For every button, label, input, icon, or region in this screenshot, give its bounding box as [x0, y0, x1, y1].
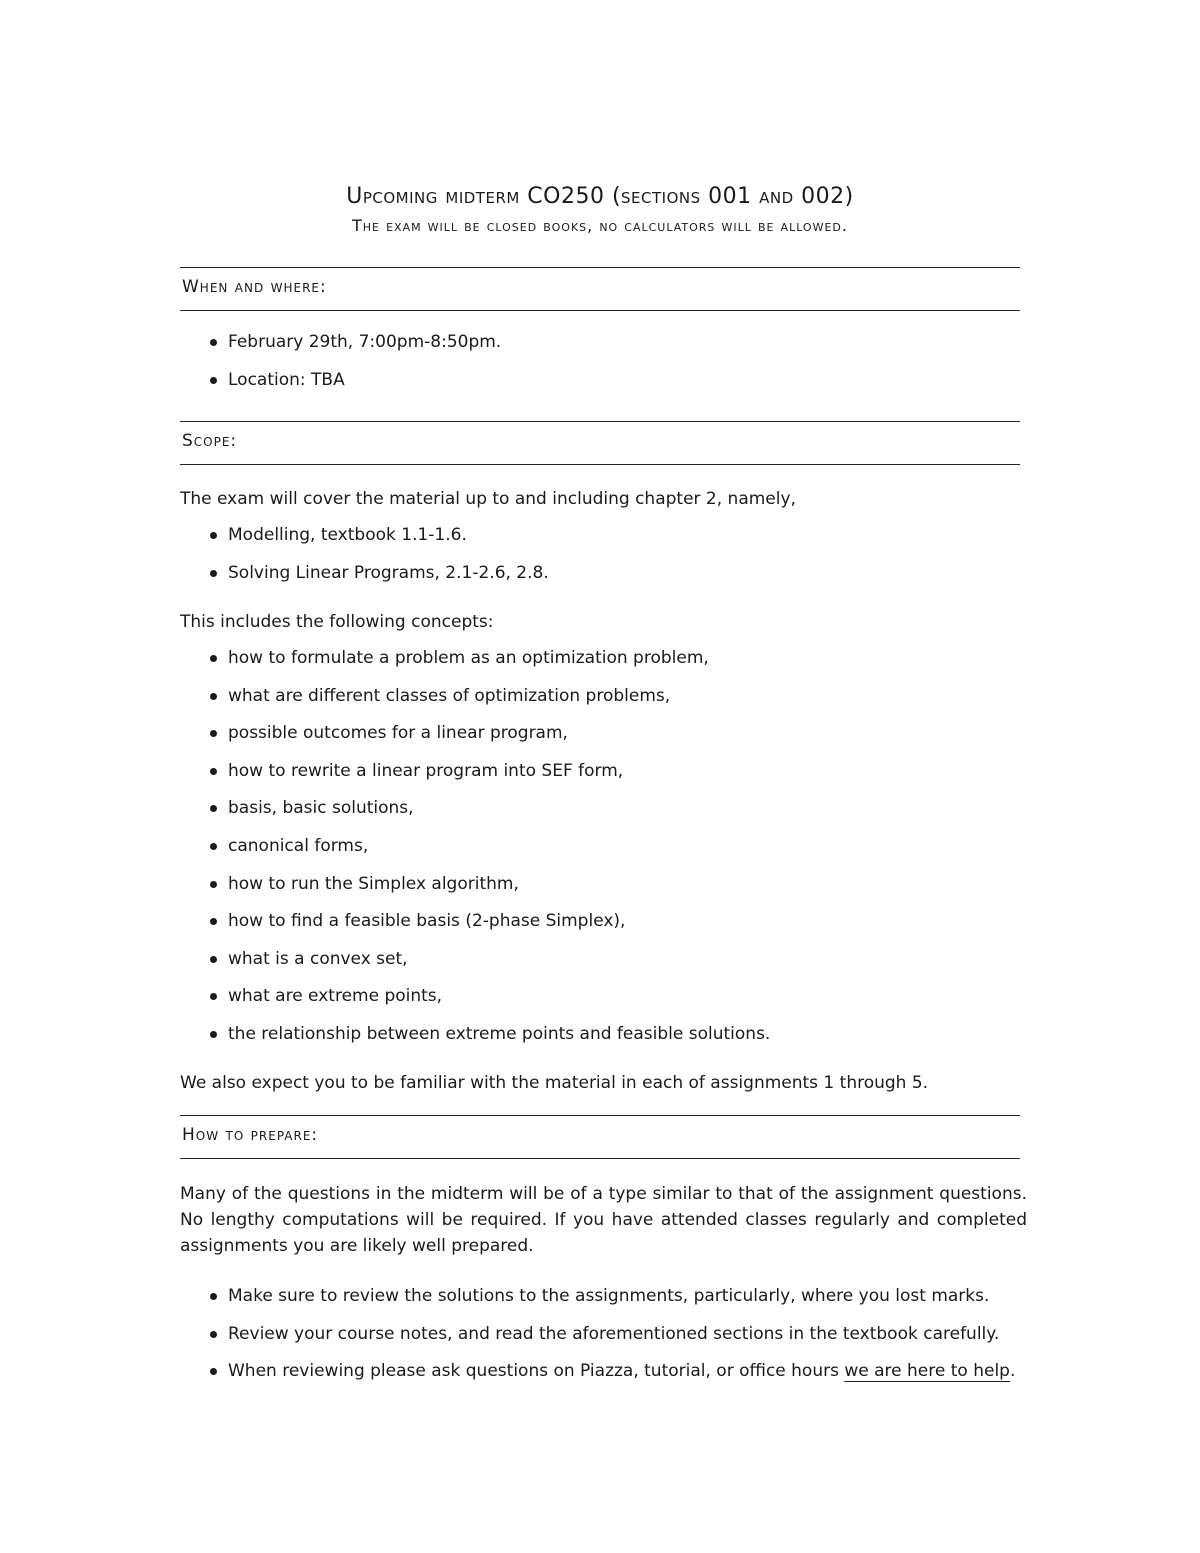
section-heading: How to prepare:	[182, 1125, 319, 1145]
section-header-how-to-prepare	[180, 1115, 1020, 1159]
prepare-list	[180, 1283, 1020, 1396]
list-item: how to formulate a problem as an optimization problem,	[180, 645, 1020, 683]
concepts-intro: This includes the following concepts:	[180, 612, 494, 632]
list-item: how to run the Simplex algorithm,	[180, 871, 1020, 909]
prepare-paragraph: Many of the questions in the midterm will be of a type similar to that of the assignment questions. No lengthy computations will be required. If you have attended classes regularly and completed assignments you are likely well prepared.	[180, 1184, 1027, 1256]
list-item: Location: TBA	[180, 367, 1020, 405]
section-header-scope	[180, 421, 1020, 465]
concepts-list	[180, 645, 1020, 1059]
help-link[interactable]: we are here to help	[844, 1361, 1010, 1382]
list-item: how to rewrite a linear program into SEF form,	[180, 758, 1020, 796]
list-item: Review your course notes, and read the aforementioned sections in the textbook carefully.	[180, 1321, 1020, 1359]
section-heading: Scope:	[182, 431, 238, 451]
section-heading: When and where:	[182, 277, 327, 297]
chapters-list	[180, 522, 1020, 597]
list-item	[180, 1358, 1020, 1396]
list-item: Modelling, textbook 1.1-1.6.	[180, 522, 1020, 560]
list-item: how to find a feasible basis (2-phase Simplex),	[180, 908, 1020, 946]
list-item: what are extreme points,	[180, 983, 1020, 1021]
list-item: Make sure to review the solutions to the assignments, particularly, where you lost marks.	[180, 1283, 1020, 1321]
list-item-text: When reviewing please ask questions on Piazza, tutorial, or office hours	[228, 1361, 845, 1382]
scope-closing: We also expect you to be familiar with the material in each of assignments 1 through 5.	[180, 1073, 929, 1093]
list-item: what is a convex set,	[180, 946, 1020, 984]
scope-intro: The exam will cover the material up to and including chapter 2, namely,	[180, 489, 796, 509]
page-subtitle: The exam will be closed books, no calculators will be allowed.	[352, 216, 848, 235]
list-item: possible outcomes for a linear program,	[180, 720, 1020, 758]
list-item: the relationship between extreme points and feasible solutions.	[180, 1021, 1020, 1059]
list-item: canonical forms,	[180, 833, 1020, 871]
section-header-when-where	[180, 267, 1020, 311]
list-item: basis, basic solutions,	[180, 795, 1020, 833]
page-title: Upcoming midterm CO250 (sections 001 and 002)	[346, 184, 854, 209]
list-item: Solving Linear Programs, 2.1-2.6, 2.8.	[180, 560, 1020, 598]
when-where-list	[180, 329, 1020, 404]
list-item: February 29th, 7:00pm-8:50pm.	[180, 329, 1020, 367]
list-item-end: .	[1009, 1361, 1016, 1382]
list-item: what are different classes of optimization problems,	[180, 683, 1020, 721]
